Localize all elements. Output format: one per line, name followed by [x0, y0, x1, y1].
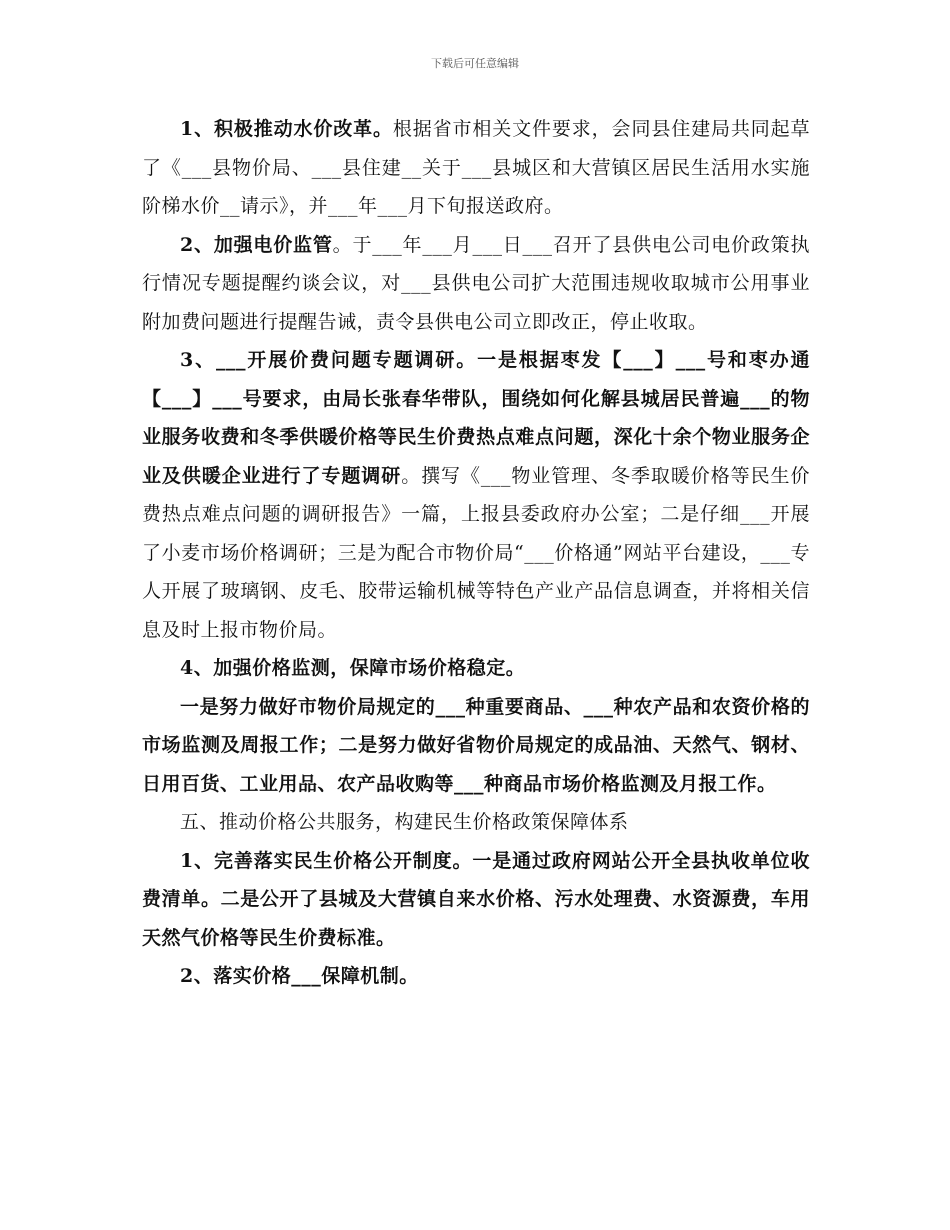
section-heading-5	[142, 803, 810, 842]
section-heading-5-text: 五、推动价格公共服务，构建民生价格政策保障体系	[180, 811, 629, 833]
page-header: 下载后可任意编辑	[431, 57, 519, 70]
paragraph-3	[142, 341, 810, 649]
paragraph-2	[142, 226, 810, 342]
paragraph-3-heading: 3、___开展价费问题专题调研。一是根据枣发【___】___号和枣办通【___】___号要求，由局长张春华带队，围绕如何化解县城居民普遍___的物业服务收费和冬季供暖价格等民生价费热点难点问题，深化十余个物业服务企业及供暖企业进行了专题调研	[142, 349, 810, 487]
paragraph-1	[142, 110, 810, 226]
paragraph-2-heading: 2、加强电价监管	[180, 233, 333, 256]
paragraph-1-text: 根据省市相关文件要求，会同县住建局共同起草了《___县物价局、___县住建__关于___县城区和大营镇区居民生活用水实施阶梯水价__请示》，并___年___月下旬报送政府。	[142, 118, 810, 217]
document-body	[142, 110, 810, 996]
paragraph-4	[142, 649, 810, 688]
paragraph-5	[142, 688, 810, 804]
paragraph-3-text: 。撰写《___物业管理、冬季取暖价格等民生价费热点难点问题的调研报告》一篇，上报县委政府办公室；二是仔细___开展了小麦市场价格调研；三是为配合市物价局“___价格通”网站平台建设，___专人开展了玻璃钢、皮毛、胶带运输机械等特色产业产品信息调查，并将相关信息及时上报市物价局。	[142, 464, 810, 641]
paragraph-8	[142, 957, 810, 996]
paragraph-5-text: 一是努力做好市物价局规定的___种重要商品、___种农产品和农资价格的市场监测及周报工作；二是努力做好省物价局规定的成品油、天然气、钢材、日用百货、工业用品、农产品收购等___种商品市场价格监测及月报工作。	[142, 695, 810, 795]
paragraph-7	[142, 842, 810, 958]
paragraph-7-text: 1、完善落实民生价格公开制度。一是通过政府网站公开全县执收单位收费清单。二是公开了县城及大营镇自来水价格、污水处理费、水资源费，车用天然气价格等民生价费标准。	[142, 849, 810, 949]
paragraph-1-heading: 1、积极推动水价改革。	[180, 118, 393, 140]
paragraph-4-heading: 4、加强价格监测，保障市场价格稳定。	[180, 657, 526, 679]
paragraph-2-text: 。于___年___月___日___召开了县供电公司电价政策执行情况专题提醒约谈会议，对___县供电公司扩大范围违规收取城市公用事业附加费问题进行提醒告诫，责令县供电公司立即改正，停止收取。	[142, 233, 810, 333]
paragraph-8-text: 2、落实价格___保障机制。	[180, 965, 419, 987]
